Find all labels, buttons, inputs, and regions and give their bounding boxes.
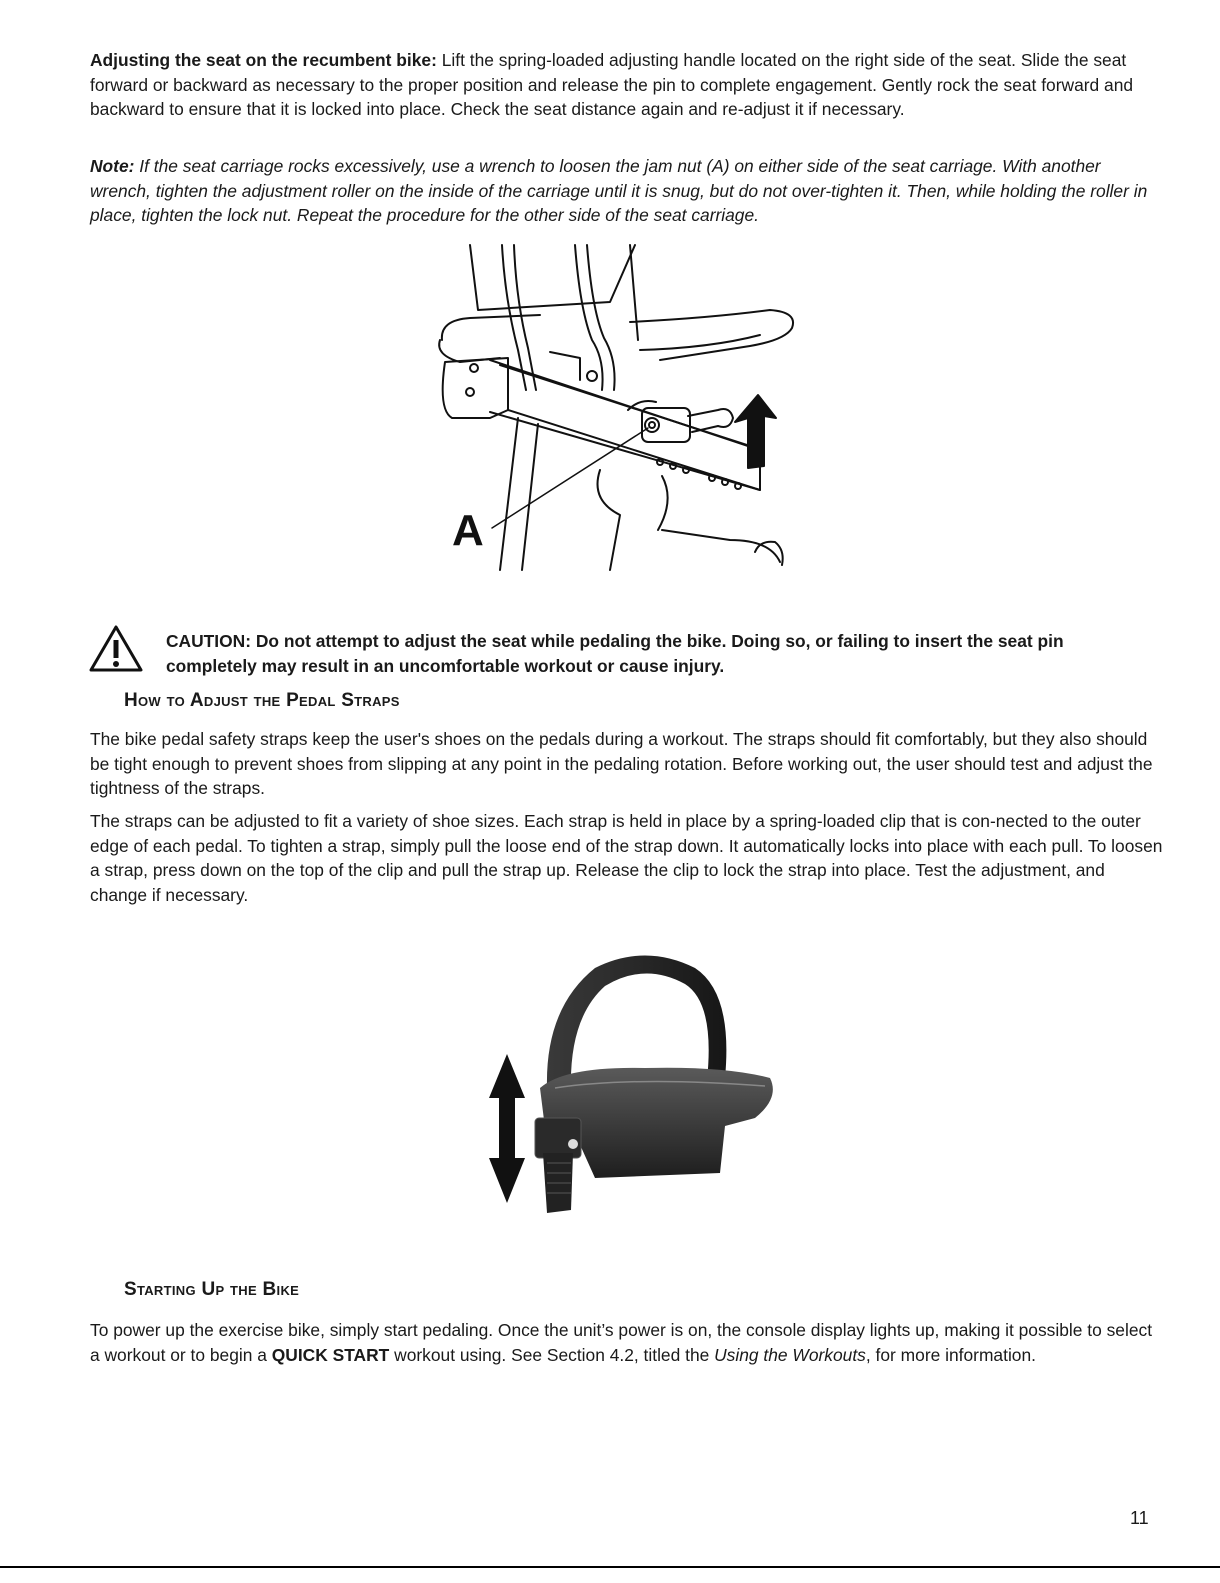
caution-text: CAUTION: Do not attempt to adjust the seat while pedaling the bike. Doing so, or failing to insert the seat pin completely may result in an uncomfortable workout or cause injury. bbox=[166, 631, 1064, 676]
starting-up-heading bbox=[124, 1279, 299, 1301]
bottom-rule bbox=[0, 1566, 1220, 1568]
starting-up-paragraph bbox=[90, 1318, 1165, 1367]
seat-carriage-illustration bbox=[430, 240, 800, 575]
pedal-strap-photo bbox=[485, 948, 785, 1223]
note-paragraph bbox=[90, 154, 1165, 228]
seat-adjust-paragraph bbox=[90, 48, 1165, 122]
seat-adjust-lead: Adjusting the seat on the recumbent bike: bbox=[90, 50, 437, 70]
note-body: If the seat carriage rocks excessively, use a wrench to loosen the jam nut (A) on either side of the seat carriage. With another wrench, tighten the adjustment roller on the inside of the carriage until it is snug, but do not over-tighten it. Then, while holding the roller in place, tighten the lock nut. Repeat the procedure for the other side of the seat carriage. bbox=[90, 156, 1148, 225]
startup-text-b: workout using. See Section 4.2, titled the bbox=[389, 1344, 715, 1365]
seat-adjust-body: Lift the spring-loaded adjusting handle located on the right side of the seat. Slide the seat forward or backward as necessary to the proper position and release the pin to complete engagement. Gently rock the seat forward and backward to ensure that it is locked into place. Check the seat distance again and re-adjust it if necessary. bbox=[90, 50, 1134, 119]
startup-text-a: To power up the exercise bike, simply start pedaling. Once the unit’s power is on, the console display lights up, making it possible to select a workout or to begin a bbox=[90, 1320, 1153, 1365]
starting-up-heading-text: Starting Up the Bike bbox=[124, 1279, 300, 1300]
warning-triangle-icon bbox=[88, 624, 144, 674]
page-number: 11 bbox=[1130, 1508, 1149, 1528]
pedal-straps-heading-text: How to Adjust the Pedal Straps bbox=[124, 690, 400, 711]
pedal-straps-heading bbox=[124, 690, 400, 712]
startup-text-c: , for more information. bbox=[865, 1344, 1036, 1365]
callout-a: A bbox=[452, 506, 484, 555]
pedal-straps-paragraph-2: The straps can be adjusted to fit a variety of shoe sizes. Each strap is held in place by a spring-loaded clip that is con-nected to the outer edge of each pedal. To tighten a strap, simply pull the loose end of the strap down. It automatically locks into place with each pull. To loosen a strap, press down on the top of the clip and pull the strap up. Release the clip to lock the strap into place. Test the adjustment, and change if necessary. bbox=[90, 811, 1163, 905]
using-workouts-ref: Using the Workouts bbox=[714, 1344, 866, 1365]
note-lead: Note: bbox=[90, 156, 135, 176]
quick-start-term: QUICK START bbox=[271, 1344, 390, 1365]
pedal-straps-paragraph-1: The bike pedal safety straps keep the user's shoes on the pedals during a workout. The straps should fit comfortably, but they also should be tight enough to prevent shoes from slipping at any point in the pedaling rotation. Before working out, the user should test and adjust the tightness of the straps. bbox=[90, 729, 1153, 798]
